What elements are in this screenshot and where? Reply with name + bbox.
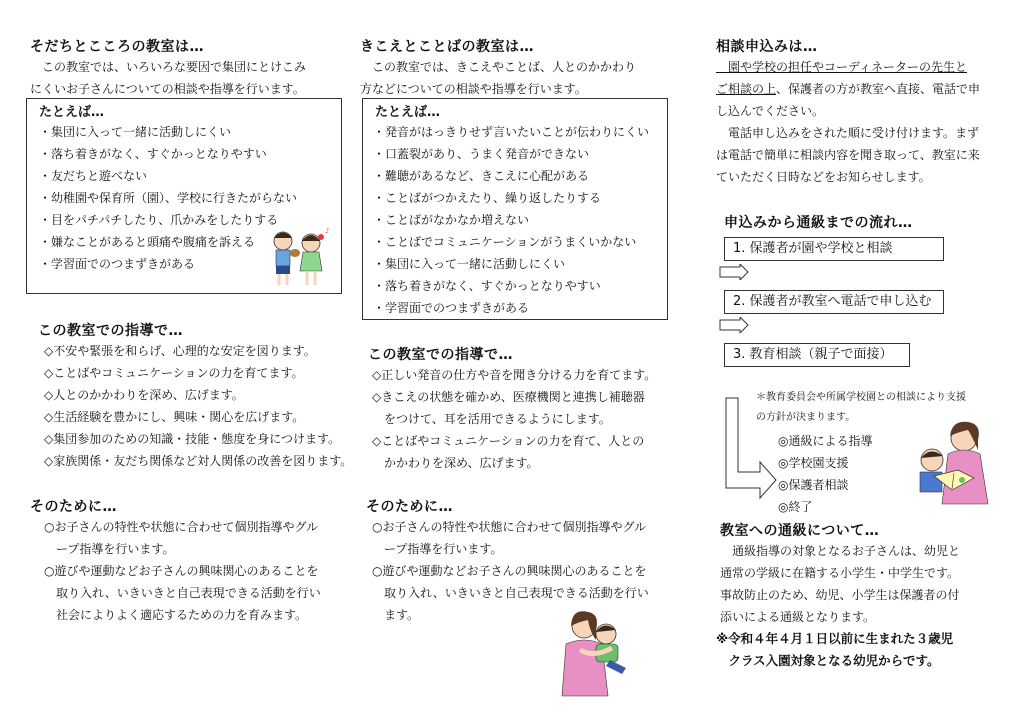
col2-example: ・ことばでコミュニケーションがうまくいかない	[373, 235, 637, 249]
flow-note-line: の方針が決まります。	[756, 412, 856, 423]
col3-intro: 電話申し込みをされた順に受け付けます。まず	[716, 126, 980, 140]
col3-intro: ていただく日時などをお知らせします。	[716, 170, 931, 184]
col2-examples-label: たとえば…	[375, 105, 441, 120]
col1-guidance: ◇人とのかかわりを深め、広げます。	[44, 388, 244, 402]
col2-therefore: ます。	[372, 608, 420, 622]
col2-therefore: ○遊びや運動などお子さんの興味関心のあることを	[372, 564, 647, 578]
col2-guidance: をつけて、耳を活用できるようにします。	[372, 412, 611, 426]
col1-therefore-heading: そのために…	[30, 499, 117, 515]
col3-intro-2-rest: 、保護者の方が教室へ直接、電話で申	[776, 82, 981, 96]
col1-therefore: 社会によりよく適応するための力を育みます。	[44, 608, 308, 622]
transport-heading: 教室への通級について…	[720, 523, 880, 539]
col2-guidance-heading: この教室での指導で…	[368, 347, 513, 363]
col1-guidance: ◇集団参加のための知識・技能・態度を身につけます。	[44, 432, 341, 446]
outcome-item: ◎終了	[778, 500, 813, 514]
col1-heading: そだちとこころの教室は…	[30, 39, 204, 55]
col3-intro: は電話で簡単に相談内容を聞き取って、教室に来	[716, 148, 980, 162]
col2-heading: きこえとことばの教室は…	[360, 39, 534, 55]
col2-therefore: ープ指導を行います。	[372, 542, 503, 556]
col2-therefore: 取り入れ、いきいきと自己表現できる活動を行い	[372, 586, 649, 600]
col1-example: ・友だちと遊べない	[39, 169, 148, 183]
col1-example: ・目をパチパチしたり、爪かみをしたりする	[39, 213, 279, 227]
col2-therefore: ○お子さんの特性や状態に合わせて個別指導やグル	[372, 520, 647, 534]
col2-example: ・集団に入って一緒に活動しにくい	[373, 257, 566, 271]
col2-therefore-heading: そのために…	[366, 499, 453, 515]
outcome-item: ◎学校園支援	[778, 456, 849, 470]
col1-guidance: ◇生活経験を豊かにし、興味・関心を広げます。	[44, 410, 305, 424]
down-arrow-icon	[718, 317, 750, 333]
col1-guidance: ◇家族関係・友だち関係など対人関係の改善を図ります。	[44, 454, 353, 468]
col2-example: ・落ち着きがなく、すぐかっとなりやすい	[373, 279, 601, 293]
col3-intro-underlined: ご相談の上	[716, 82, 777, 96]
outcome-item: ◎通級による指導	[778, 434, 873, 448]
col1-example: ・集団に入って一緒に活動しにくい	[39, 125, 232, 139]
col1-intro-1: この教室では、いろいろな要因で集団にとけこみ	[30, 60, 307, 74]
col1-example: ・幼稚園や保育所（園）、学校に行きたがらない	[39, 191, 298, 205]
col1-example: ・学習面でのつまずきがある	[39, 257, 196, 271]
col2-examples-card	[362, 98, 668, 320]
age-note: クラス入園対象となる幼児からです。	[716, 653, 940, 668]
col2-guidance: かかわりを深め、広げます。	[372, 456, 539, 470]
col3-intro-2	[716, 78, 980, 100]
mother-hugging-child-illustration	[554, 604, 638, 702]
col1-example: ・落ち着きがなく、すぐかっとなりやすい	[39, 147, 267, 161]
col3-intro-1	[716, 56, 967, 78]
age-note: ※令和４年４月１日以前に生まれた３歳児	[716, 631, 954, 646]
col1-therefore: ープ指導を行います。	[44, 542, 175, 556]
flow-step-2: 2. 保護者が教室へ電話で申し込む	[724, 290, 944, 314]
col1-examples-label: たとえば…	[39, 105, 105, 120]
col1-guidance-heading: この教室での指導で…	[38, 323, 183, 339]
col2-example: ・難聴があるなど、きこえに心配がある	[373, 169, 590, 183]
col1-example: ・嫌なことがあると頭痛や腹痛を訴える	[39, 235, 256, 249]
down-arrow-icon	[718, 264, 750, 280]
transport-text: 通級指導の対象となるお子さんは、幼児と	[720, 544, 961, 558]
col1-intro-2: にくいお子さんについての相談や指導を行います。	[30, 82, 305, 96]
col2-intro-2: 方などについての相談や指導を行います。	[360, 82, 587, 96]
transport-text: 事故防止のため、幼児、小学生は保護者の付	[720, 588, 960, 602]
col1-examples-card	[26, 98, 342, 294]
col2-example: ・ことばがなかなか増えない	[373, 213, 530, 227]
col3-intro-1-text: 園や学校の担任やコーディネーターの先生と	[716, 60, 968, 74]
mother-reading-book-illustration	[912, 416, 996, 508]
children-playing-illustration	[265, 225, 333, 289]
col2-guidance: ◇正しい発音の仕方や音を聞き分ける力を育てます。	[372, 368, 657, 382]
col2-example: ・発音がはっきりせず言いたいことが伝わりにくい	[373, 125, 650, 139]
col1-guidance: ◇ことばやコミュニケーションの力を育てます。	[44, 366, 304, 380]
col1-therefore: 取り入れ、いきいきと自己表現できる活動を行い	[44, 586, 321, 600]
col2-example: ・口蓋裂があり、うまく発音ができない	[373, 147, 590, 161]
col1-therefore: ○遊びや運動などお子さんの興味関心のあることを	[44, 564, 319, 578]
col3-intro: し込んでください。	[716, 104, 825, 118]
flow-note-line: ＊教育委員会や所属学校園との相談により支援	[756, 392, 966, 403]
outcome-item: ◎保護者相談	[778, 478, 849, 492]
col2-guidance: ◇きこえの状態を確かめ、医療機関と連携し補聴器	[372, 390, 645, 404]
flow-heading: 申込みから通級までの流れ…	[724, 215, 913, 231]
svg-text:♪: ♪	[325, 227, 330, 235]
col2-intro-1: この教室では、きこえやことば、人とのかかわり	[360, 60, 637, 74]
flow-step-1: 1. 保護者が園や学校と相談	[724, 237, 944, 261]
flow-step-3: 3. 教育相談（親子で面接）	[724, 343, 910, 367]
transport-text: 通常の学級に在籍する小学生・中学生です。	[720, 566, 960, 580]
col3-heading: 相談申込みは…	[716, 39, 818, 55]
transport-text: 添いによる通級となります。	[720, 610, 876, 624]
col2-example: ・学習面でのつまずきがある	[373, 301, 530, 315]
col1-therefore: ○お子さんの特性や状態に合わせて個別指導やグル	[44, 520, 319, 534]
col2-guidance: ◇ことばやコミュニケーションの力を育て、人との	[372, 434, 645, 448]
col2-example: ・ことばがつかえたり、繰り返したりする	[373, 191, 602, 205]
col1-guidance: ◇不安や緊張を和らげ、心理的な安定を図ります。	[44, 344, 316, 358]
